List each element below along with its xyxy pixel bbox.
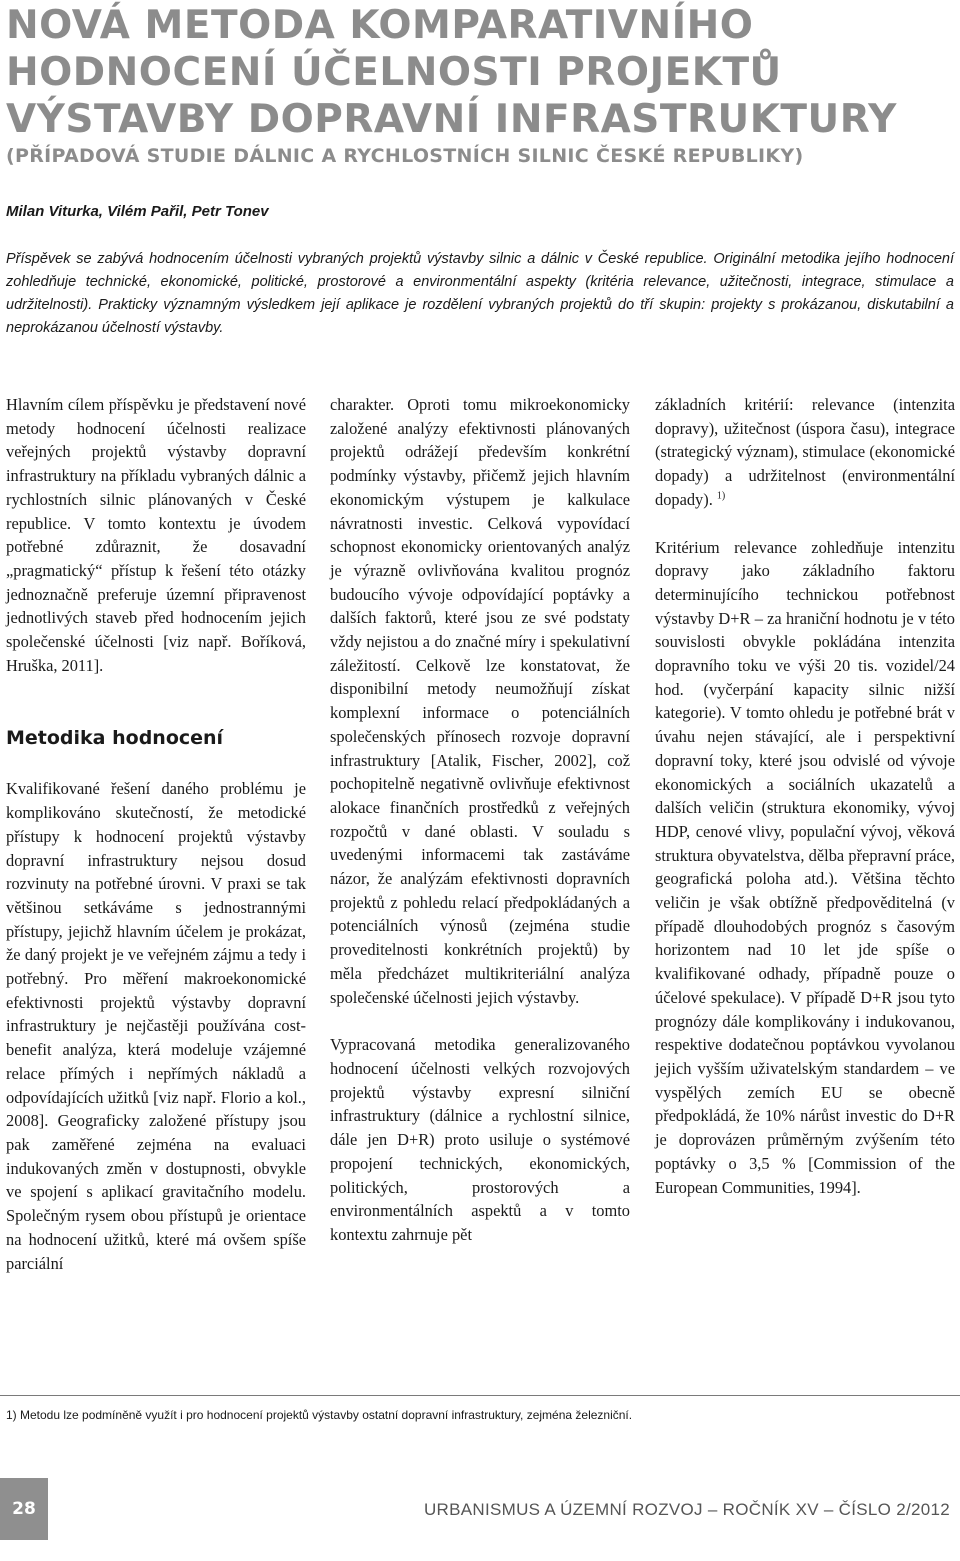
footnote-reference[interactable]: 1)	[716, 490, 726, 502]
title-line-3: VÝSTAVBY DOPRAVNÍ INFRASTRUKTURY	[6, 97, 897, 142]
article-subtitle: (PŘÍPADOVÁ STUDIE DÁLNIC A RYCHLOSTNÍCH SILNIC ČESKÉ REPUBLIKY)	[6, 145, 804, 167]
section-heading: Metodika hodnocení	[6, 727, 224, 750]
footnote: 1) Metodu lze podmíněně využít i pro hodnocení projektů výstavby ostatní dopravní infrastruktury, zejména železniční.	[6, 1408, 633, 1422]
paragraph: charakter. Oproti tomu mikroekonomicky založené analýzy efektivnosti plánovaných projektů odrážejí především konkrétní podmínky výstavby, přičemž jejich hlavním ekonomickým výstupem je kalkulace návratnosti investic. Celková vypovídací schopnost ekonomicky orientovaných analýz je výrazně ovlivňována kvalitou prognóz budoucího vývoje odpovídající poptávky a dalších faktorů, které jsou ze své podstaty vždy nejistou a do značné míry i spekulativní záležitostí. Celkově lze konstatovat, že disponibilní metody neumožňují získat komplexní informace o potenciálních společenských přínosech rozvoje dopravní infrastruktury [Atalik, Fischer, 2002], což pochopitelně negativně ovlivňuje efektivnost alokace finančních prostředků z veřejných rozpočtů v dané oblasti. V souladu s uvedenými informacemi tak zastáváme názor, že analýzám efektivnosti dopravních projektů z pohledu relací předpokládaných a potenciálních výnosů (zejména studie proveditelnosti konkrétních projektů) by měla předcházet multikriteriální analýza společenské účelnosti jejich výstavby.	[330, 395, 630, 1007]
page-number: 28	[0, 1478, 48, 1540]
title-line-1: NOVÁ METODA KOMPARATIVNÍHO	[6, 3, 754, 48]
authors: Milan Viturka, Vilém Pařil, Petr Tonev	[6, 203, 269, 220]
paragraph-text: základních kritérií: relevance (intenzita dopravy), užitečnost (úspora času), integrace (strategický význam), stimulace (ekonomické dopady) a udržitelnost (environmentální dopady).	[655, 395, 955, 509]
paragraph: Hlavním cílem příspěvku je představení nové metody hodnocení účelnosti realizace veřejných projektů výstavby dopravní infrastruktury na příkladu vybraných dálnic a rychlostních silnic plánovaných v České republice. V tomto kontextu je úvodem potřebné zdůraznit, že dosavadní „pragmatický“ přístup k řešení této otázky jednoznačně preferuje územní připravenost jednotlivých staveb před hodnocením jejich společenské účelnosti [viz např. Boříková, Hruška, 2011].	[6, 395, 306, 675]
footnote-divider	[0, 1395, 960, 1396]
abstract: Příspěvek se zabývá hodnocením účelnosti vybraných projektů výstavby silnic a dálnic v České republice. Originální metodika jejího hodnocení zohledňuje technické, ekonomické, politické, prostorové a environmentální aspekty (kritéria relevance, užitečnosti, integrace, stimulace a udržitelnosti). Prakticky významným výsledkem její aplikace je rozdělení vybraných projektů do tří skupin: projekty s prokázanou, diskutabilní a neprokázanou účelností výstavby.	[6, 251, 954, 336]
title-line-2: HODNOCENÍ ÚČELNOSTI PROJEKTŮ	[6, 50, 782, 95]
article-title	[6, 2, 956, 169]
text-column-2	[330, 393, 630, 1247]
text-column-1	[6, 393, 306, 1275]
journal-footer: URBANISMUS A ÚZEMNÍ ROZVOJ – ROČNÍK XV – ČÍSLO 2/2012	[423, 1500, 950, 1519]
text-column-3	[655, 393, 955, 1199]
paragraph	[655, 393, 955, 512]
paragraph: Kritérium relevance zohledňuje intenzitu dopravy jako základního faktoru determinujícího technickou potřebnost výstavby D+R – za hraniční hodnotu je v této souvislosti obvykle pokládána intenzita dopravního toku ve výši 20 tis. vozidel/24 hod. (vyčerpání kapacity silnic nižší kategorie). V tomto ohledu je potřebné brát v úvahu nejen stávající, ale i perspektivní dopravní toky, které jsou odvislé od vývoje ekonomických a sociálních ukazatelů a dalších veličin (struktura ekonomiky, vývoj HDP, cenové vlivy, populační vývoj, věková struktura obyvatelstva, dělba přepravní práce, geografická poloha atd.). Většina těchto veličin je však obtížně předpověditelná (v případě dlouhodobých prognóz s časovým horizontem nad 10 let jde spíše o kvalifikované odhady, případně pouze o účelové spekulace). V případě D+R jsou tyto prognózy dále komplikovány i indukovanou, respektive dodatečnou poptávkou vyvolanou jejich vyšším uživatelským standardem – ve vyspělých zemích EU se obecně předpokládá, že 10% nárůst investic do D+R je doprovázen průměrným zvýšením této poptávky o 3,5 % [Commission of the European Communities, 1994].	[655, 537, 955, 1197]
paragraph: Vypracovaná metodika generalizovaného hodnocení účelnosti velkých rozvojových projektů výstavby expresní silniční infrastruktury (dálnice a rychlostní silnice, dále jen D+R) proto usiluje o systémové propojení technických, ekonomických, politických, prostorových a environmentálních aspektů a v tomto kontextu zahrnuje pět	[330, 1035, 630, 1244]
paragraph: Kvalifikované řešení daného problému je komplikováno skutečností, že metodické přístupy k hodnocení projektů výstavby dopravní infrastruktury nejsou dosud rozvinuty na potřebné úrovni. V praxi se tak většinou setkáváme s jednostrannými přístupy, jejichž hlavním účelem je prokázat, že daný projekt je ve veřejném zájmu a tedy i potřebný. Pro měření makroekonomické efektivnosti projektů výstavby dopravní infrastruktury je nejčastěji používána cost-benefit analýza, která modeluje vzájemné relace přímých i nepřímých nákladů a odpovídajících užitků [viz např. Florio a kol., 2008]. Geograficky založené přístupy jsou pak zaměřené zejména na evaluaci indukovaných změn v dostupnosti, obvykle ve spojení s aplikací gravitačního modelu. Společným rysem obou přístupů je orientace na hodnocení užitků, které má ovšem spíše parciální	[6, 779, 306, 1273]
